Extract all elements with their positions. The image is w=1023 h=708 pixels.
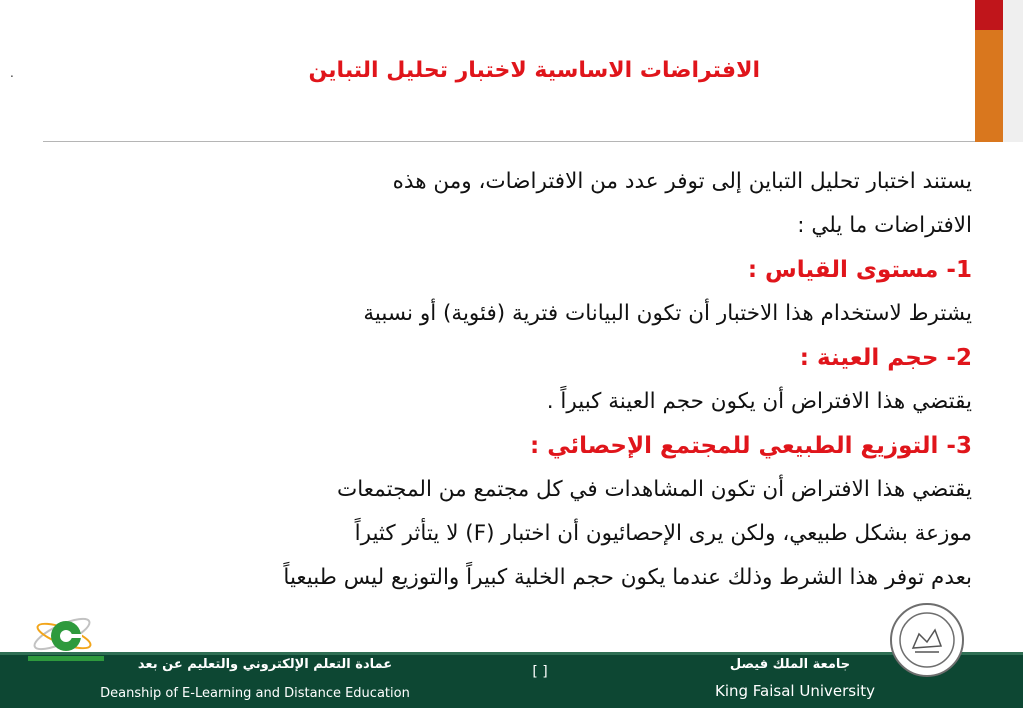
page-number: [ ] xyxy=(532,664,548,680)
university-name-en: King Faisal University xyxy=(714,682,876,700)
normality-line-1: يقتضي هذا الافتراض أن تكون المشاهدات في كل مجتمع من المجتمعات xyxy=(337,477,972,502)
corner-accent-gray xyxy=(1003,0,1023,142)
title-divider xyxy=(43,141,975,142)
intro-line-1: يستند اختبار تحليل التباين إلى توفر عدد من الافتراضات، ومن هذه xyxy=(392,169,972,194)
heading-sample-size: 2- حجم العينة : xyxy=(799,345,972,371)
heading-measurement-level: 1- مستوى القياس : xyxy=(747,257,972,283)
heading-normality: 3- التوزيع الطبيعي للمجتمع الإحصائي : xyxy=(530,433,972,459)
deanship-name-ar: عمادة التعلم الإلكتروني والتعليم عن بعد xyxy=(137,657,393,672)
normality-line-3: بعدم توفر هذا الشرط وذلك عندما يكون حجم الخلية كبيراً والتوزيع ليس طبيعياً xyxy=(283,565,972,590)
corner-accent-orange xyxy=(975,30,1003,142)
elearning-logo-icon xyxy=(22,608,108,664)
corner-mark: . xyxy=(10,66,14,80)
university-name-ar: جامعة الملك فيصل xyxy=(729,657,851,672)
paragraph-measurement-level: يشترط لاستخدام هذا الاختبار أن تكون البيانات فترية (فئوية) أو نسبية xyxy=(363,301,972,326)
footer-strip xyxy=(0,652,1023,655)
paragraph-sample-size: يقتضي هذا الافتراض أن يكون حجم العينة كبيراً . xyxy=(546,389,972,414)
slide-title: الافتراضات الاساسية لاختبار تحليل التباين xyxy=(308,58,760,83)
normality-line-2: موزعة بشكل طبيعي، ولكن يرى الإحصائيون أن اختبار (F) لا يتأثر كثيراً xyxy=(354,521,972,546)
corner-accent-red xyxy=(975,0,1003,30)
university-seal-icon xyxy=(889,602,965,678)
slide-body xyxy=(60,160,972,600)
deanship-name-en: Deanship of E-Learning and Distance Education xyxy=(100,686,410,701)
intro-line-2: الافتراضات ما يلي : xyxy=(797,213,972,238)
